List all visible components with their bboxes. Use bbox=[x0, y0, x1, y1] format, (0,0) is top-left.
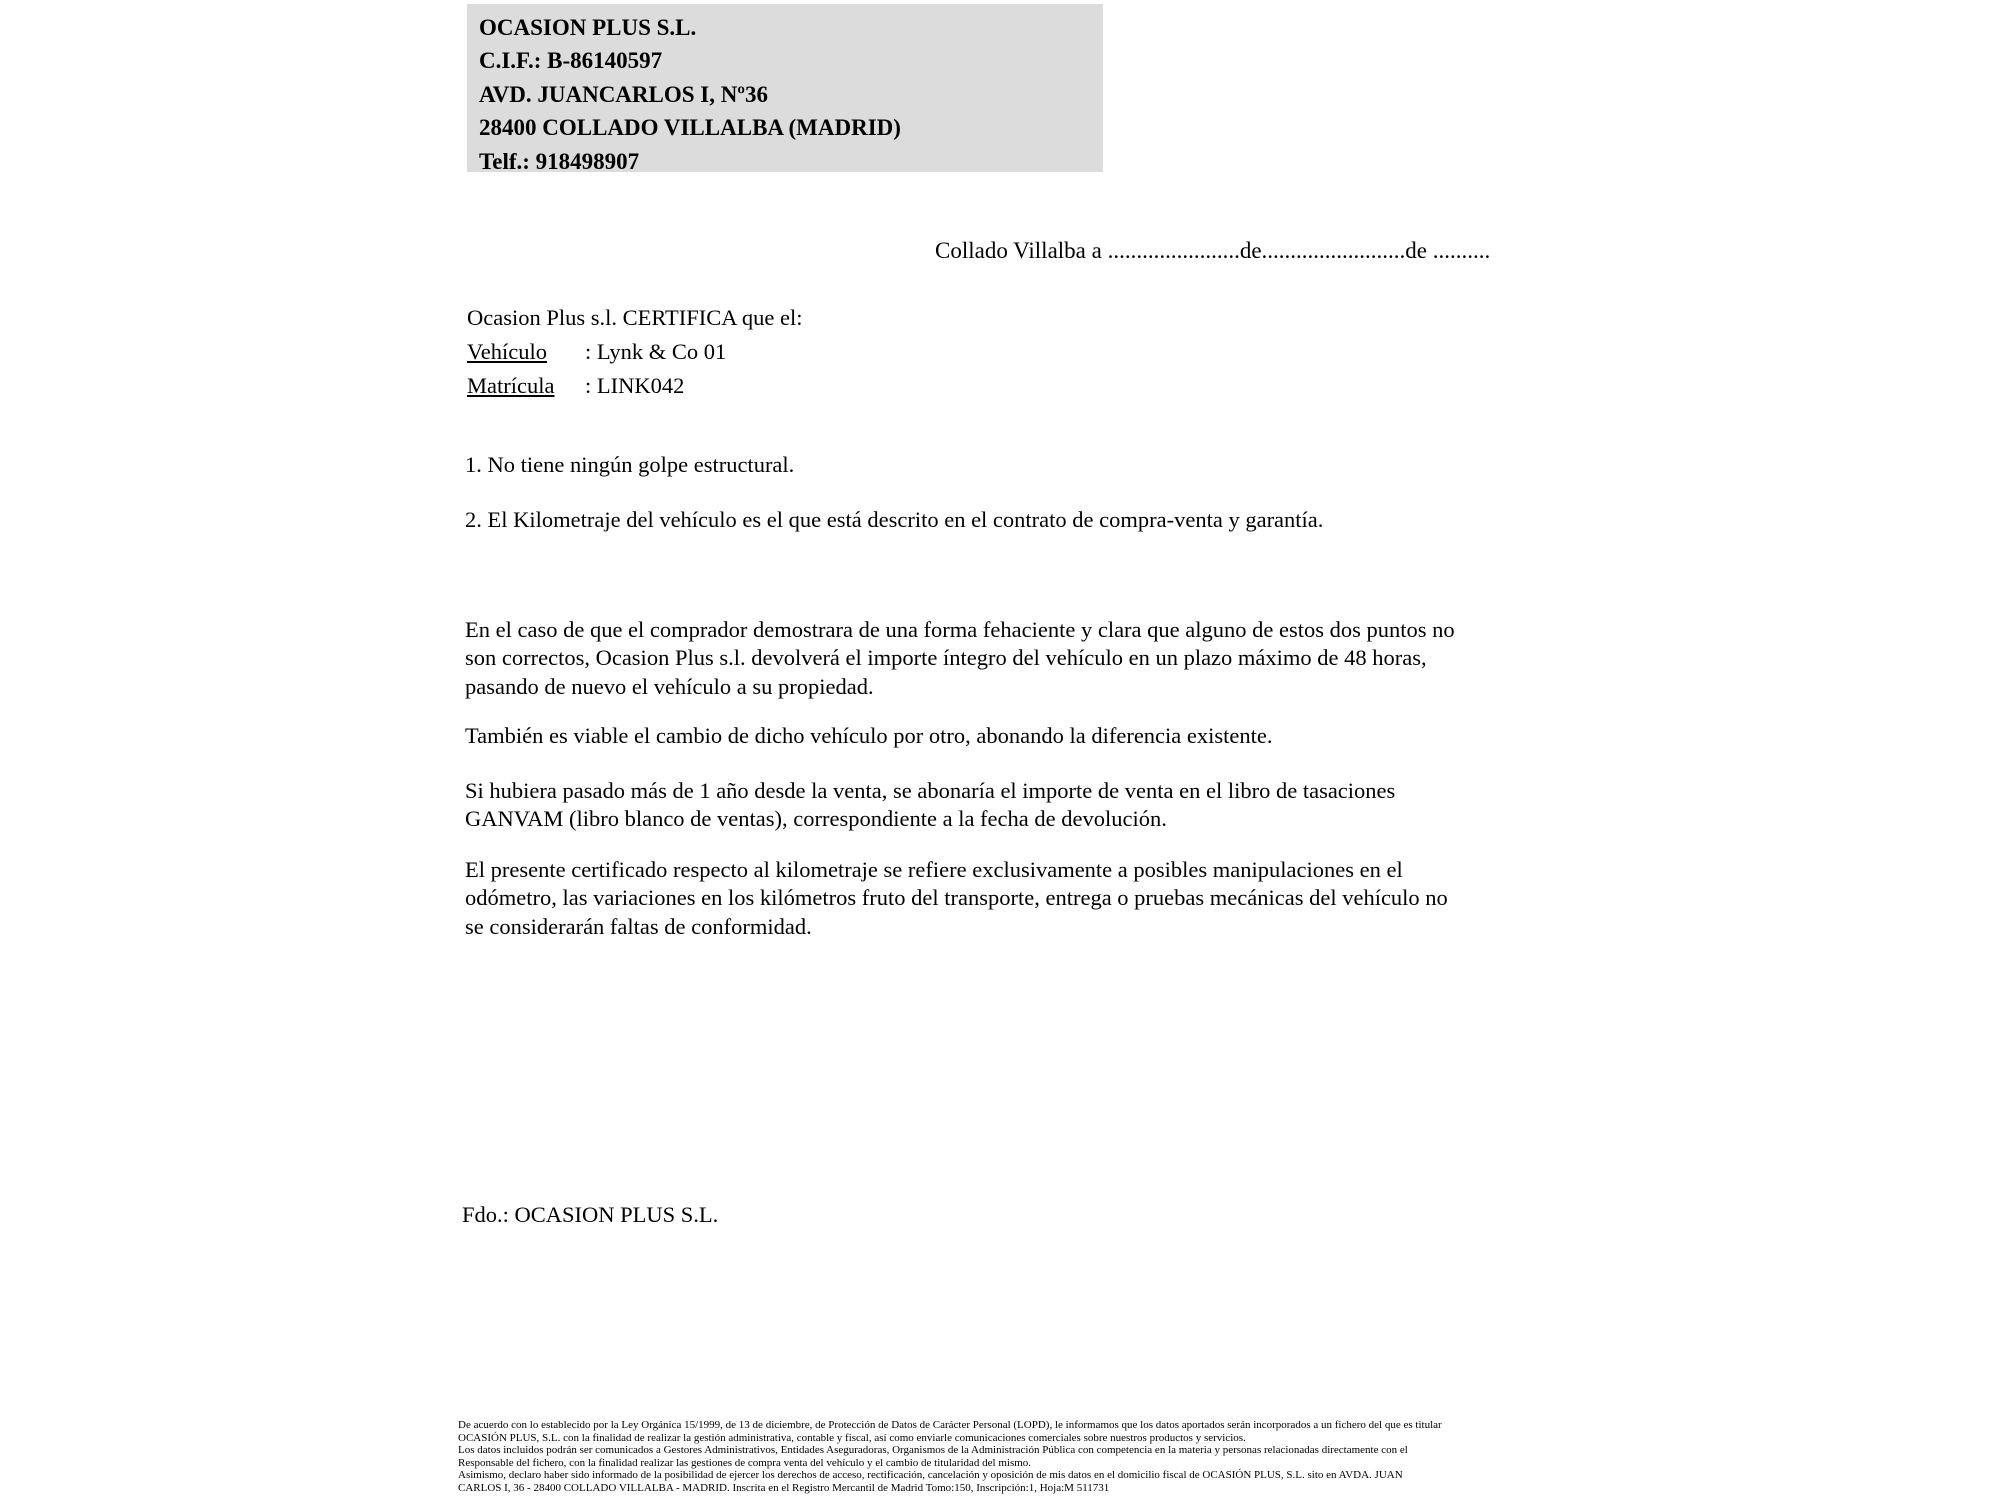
exchange-paragraph bbox=[465, 722, 1555, 750]
ganvam-paragraph-line: Si hubiera pasado más de 1 año desde la venta, se abonaría el importe de venta en el libro de tasaciones bbox=[465, 778, 1396, 803]
legal-notice-line: Responsable del fichero, con la finalidad realizar las gestiones de compra venta del vehículo y el cambio de titularidad del mismo. bbox=[458, 1456, 1032, 1469]
condition-item-2: 2. El Kilometraje del vehículo es el que está descrito en el contrato de compra-venta y garantía. bbox=[465, 507, 1324, 532]
odometer-paragraph-line: se considerarán faltas de conformidad. bbox=[465, 913, 812, 939]
certification-intro: Ocasion Plus s.l. CERTIFICA que el: bbox=[467, 305, 803, 330]
signature-line: Fdo.: OCASION PLUS S.L. bbox=[462, 1202, 719, 1227]
company-phone: Telf.: 918498907 bbox=[479, 148, 640, 174]
vehicle-label: Vehículo bbox=[467, 339, 547, 364]
date-line: Collado Villalba a .......................de.........................de .......... bbox=[935, 238, 1491, 263]
ganvam-paragraph bbox=[465, 777, 1555, 834]
refund-paragraph-line: En el caso de que el comprador demostrara de una forma fehaciente y clara que alguno de estos dos puntos no bbox=[465, 617, 1455, 642]
company-header-block bbox=[467, 4, 1103, 172]
company-city: 28400 COLLADO VILLALBA (MADRID) bbox=[479, 115, 901, 141]
plate-row bbox=[467, 369, 803, 403]
ganvam-paragraph-line: GANVAM (libro blanco de ventas), correspondiente a la fecha de devolución. bbox=[465, 806, 1167, 832]
legal-notice bbox=[458, 1419, 1442, 1495]
condition-item-1: 1. No tiene ningún golpe estructural. bbox=[465, 452, 795, 477]
certification-block bbox=[467, 301, 803, 403]
refund-paragraph bbox=[465, 616, 1555, 701]
vehicle-row bbox=[467, 335, 803, 369]
exchange-paragraph-line: También es viable el cambio de dicho vehículo por otro, abonando la diferencia existente. bbox=[465, 723, 1273, 748]
company-cif: C.I.F.: B-86140597 bbox=[479, 48, 663, 74]
legal-notice-line: De acuerdo con lo establecido por la Ley Orgánica 15/1999, de 13 de diciembre, de Protección de Datos de Carácter Personal (LOPD), le informamos que los datos aportados serán incorporados a un fichero del que es titular bbox=[458, 1419, 1442, 1431]
refund-paragraph-line: pasando de nuevo el vehículo a su propiedad. bbox=[465, 673, 874, 699]
legal-notice-line: OCASIÓN PLUS, S.L. con la finalidad de realizar la gestión administrativa, contable y fiscal, así como enviarle comunicaciones comerciales sobre nuestros productos y servicios. bbox=[458, 1431, 1246, 1444]
plate-label: Matrícula bbox=[467, 373, 555, 398]
company-name: OCASION PLUS S.L. bbox=[479, 15, 697, 40]
vehicle-value: : Lynk & Co 01 bbox=[585, 339, 727, 364]
company-address: AVD. JUANCARLOS I, Nº36 bbox=[479, 81, 768, 107]
legal-notice-line: CARLOS I, 36 - 28400 COLLADO VILLALBA - MADRID. Inscrita en el Registro Mercantil de Madrid Tomo:150, Inscripción:1, Hoja:M 511731 bbox=[458, 1481, 1110, 1494]
odometer-paragraph-line: El presente certificado respecto al kilometraje se refiere exclusivamente a posibles manipulaciones en el bbox=[465, 857, 1403, 882]
legal-notice-line: Asimismo, declaro haber sido informado de la posibilidad de ejercer los derechos de acceso, rectificación, cancelación y oposición de mis datos en el domicilio fiscal de OCASIÓN PLUS, S.L. sito en AVDA. JUAN bbox=[458, 1469, 1403, 1482]
legal-notice-line: Los datos incluidos podrán ser comunicados a Gestores Administrativos, Entidades Aseguradoras, Organismos de la Administración Pública con competencia en la materia y personas relacionadas directamente con el bbox=[458, 1444, 1408, 1457]
odometer-paragraph bbox=[465, 856, 1555, 941]
plate-value: : LINK042 bbox=[585, 373, 685, 398]
odometer-paragraph-line: odómetro, las variaciones en los kilómetros fruto del transporte, entrega o pruebas mecánicas del vehículo no bbox=[465, 885, 1448, 911]
refund-paragraph-line: son correctos, Ocasion Plus s.l. devolverá el importe íntegro del vehículo en un plazo máximo de 48 horas, bbox=[465, 645, 1427, 671]
